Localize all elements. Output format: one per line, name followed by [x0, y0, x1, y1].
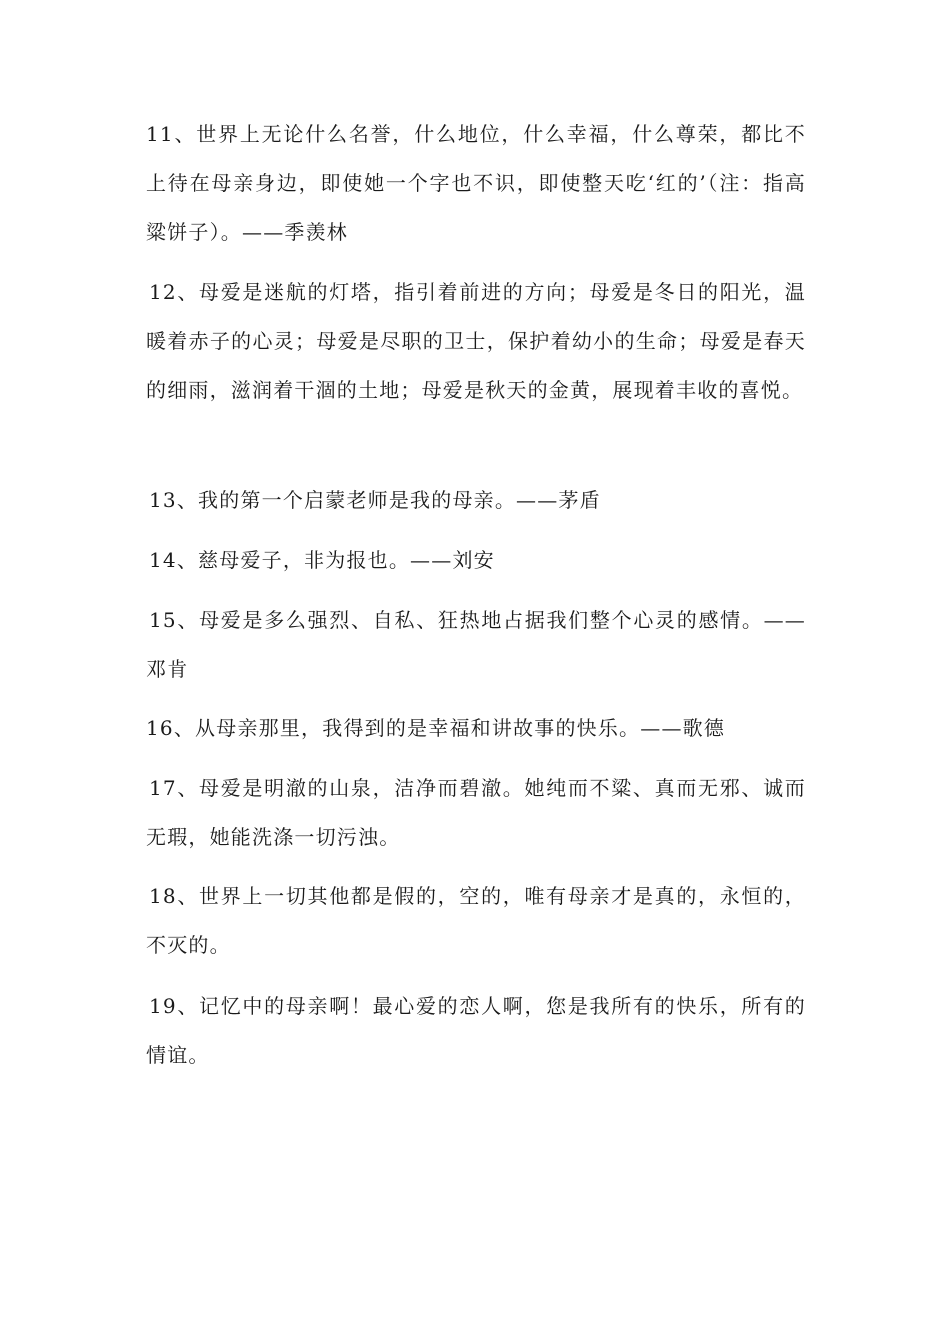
- quote-paragraph-16: 16、从母亲那里，我得到的是幸福和讲故事的快乐。——歌德: [146, 716, 726, 740]
- quote-paragraph-11: 11、世界上无论什么名誉，什么地位，什么幸福，什么尊荣，都比不上待在母亲身边，即使她一个字也不识，即使整天吃‘红的’（注：指高粱饼子）。——季羡林: [146, 122, 806, 244]
- quote-paragraph-17: 17、母爱是明澈的山泉，洁净而碧澈。她纯而不粱、真而无邪、诚而无瑕，她能洗涤一切污浊。: [146, 776, 806, 849]
- quote-paragraph-15: 15、母爱是多么强烈、自私、狂热地占据我们整个心灵的感情。——邓肯: [146, 608, 806, 681]
- quote-paragraph-19: 19、记忆中的母亲啊！最心爱的恋人啊，您是我所有的快乐，所有的情谊。: [146, 994, 806, 1067]
- quote-paragraph-18: 18、世界上一切其他都是假的，空的，唯有母亲才是真的，永恒的，不灭的。: [146, 884, 806, 957]
- quote-paragraph-14: 14、慈母爱子，非为报也。——刘安: [149, 548, 495, 572]
- quote-paragraph-13: 13、我的第一个启蒙老师是我的母亲。——茅盾: [149, 488, 601, 512]
- quote-paragraph-12: 12、母爱是迷航的灯塔，指引着前进的方向；母爱是冬日的阳光，温暖着赤子的心灵；母爱是尽职的卫士，保护着幼小的生命；母爱是春天的细雨，滋润着干涸的土地；母爱是秋天的金黄，展现着丰收的喜悦。: [146, 280, 806, 402]
